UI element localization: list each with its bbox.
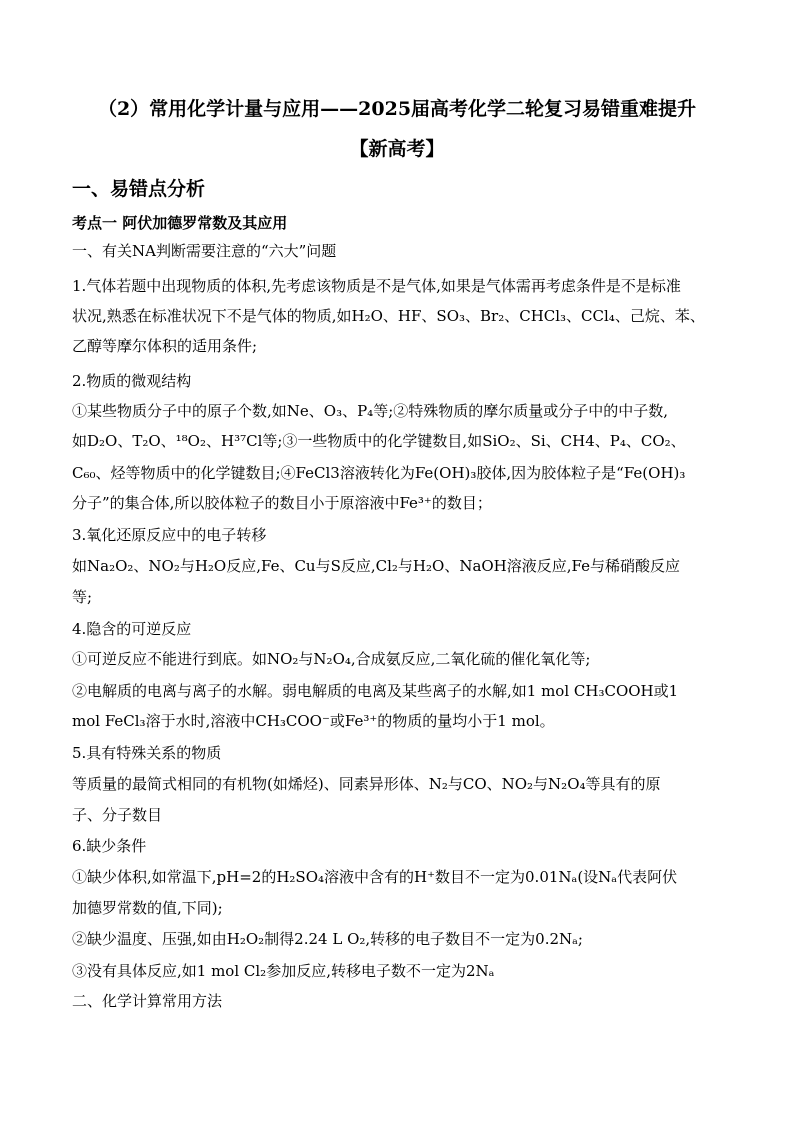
text-line: ①缺少体积,如常温下,pH=2的H₂SO₄溶液中含有的H⁺数目不一定为0.01Nₐ(设Nₐ代表阿伏 bbox=[72, 868, 678, 886]
text-line: 5.具有特殊关系的物质 bbox=[72, 744, 222, 762]
text-line: 状况,熟悉在标准状况下不是气体的物质,如H₂O、HF、SO₃、Br₂、CHCl₃、CCl₄、己烷、苯、 bbox=[72, 307, 705, 325]
text-line: ①某些物质分子中的原子个数,如Ne、O₃、P₄等;②特殊物质的摩尔质量或分子中的中子数, bbox=[72, 402, 669, 420]
text-line: 1.气体若题中出现物质的体积,先考虑该物质是不是气体,如果是气体需再考虑条件是不是标准 bbox=[72, 277, 681, 295]
text-line: mol FeCl₃溶于水时,溶液中CH₃COO⁻或Fe³⁺的物质的量均小于1 mol。 bbox=[72, 712, 555, 730]
topic-heading: 考点一 阿伏加德罗常数及其应用 bbox=[72, 214, 288, 232]
text-line: ②电解质的电离与离子的水解。弱电解质的电离及某些离子的水解,如1 mol CH₃COOH或1 bbox=[72, 682, 679, 700]
section-heading: 一、易错点分析 bbox=[72, 178, 206, 200]
text-line: 分子”的集合体,所以胶体粒子的数目小于原溶液中Fe³⁺的数目； bbox=[72, 494, 492, 512]
text-line: 二、化学计算常用方法 bbox=[72, 992, 223, 1010]
text-line: ①可逆反应不能进行到底。如NO₂与N₂O₄,合成氨反应,二氧化硫的催化氧化等; bbox=[72, 650, 591, 668]
text-line: 2.物质的微观结构 bbox=[72, 372, 192, 390]
document-subtitle: 【新高考】 bbox=[349, 138, 445, 160]
text-line: ③没有具体反应,如1 mol Cl₂参加反应,转移电子数不一定为2Nₐ bbox=[72, 962, 495, 980]
text-line: 一、有关NA判断需要注意的“六大”问题 bbox=[72, 242, 337, 260]
text-line: 6.缺少条件 bbox=[72, 837, 147, 855]
text-line: 加德罗常数的值,下同); bbox=[72, 899, 223, 917]
text-line: 如Na₂O₂、NO₂与H₂O反应,Fe、Cu与S反应,Cl₂与H₂O、NaOH溶液反应,Fe与稀硝酸反应 bbox=[72, 557, 680, 575]
text-line: ②缺少温度、压强,如由H₂O₂制得2.24 L O₂,转移的电子数目不一定为0.2Nₐ; bbox=[72, 930, 583, 948]
text-line: 3.氧化还原反应中的电子转移 bbox=[72, 526, 267, 544]
text-line: 乙醇等摩尔体积的适用条件; bbox=[72, 337, 258, 355]
text-line: 等; bbox=[72, 588, 93, 606]
text-line: 如D₂O、T₂O、¹⁸O₂、H³⁷Cl等;③一些物质中的化学键数目,如SiO₂、Si、CH4、P₄、CO₂、 bbox=[72, 432, 686, 450]
text-line: 4.隐含的可逆反应 bbox=[72, 620, 192, 638]
document-title: （2）常用化学计量与应用——2025届高考化学二轮复习易错重难提升 bbox=[97, 98, 697, 120]
text-line: 等质量的最简式相同的有机物(如烯烃)、同素异形体、N₂与CO、NO₂与N₂O₄等具有的原 bbox=[72, 775, 661, 793]
text-line: C₆₀、烃等物质中的化学键数目;④FeCl3溶液转化为Fe(OH)₃胶体,因为胶体粒子是“Fe(OH)₃ bbox=[72, 464, 686, 482]
text-line: 子、分子数目 bbox=[72, 806, 163, 824]
